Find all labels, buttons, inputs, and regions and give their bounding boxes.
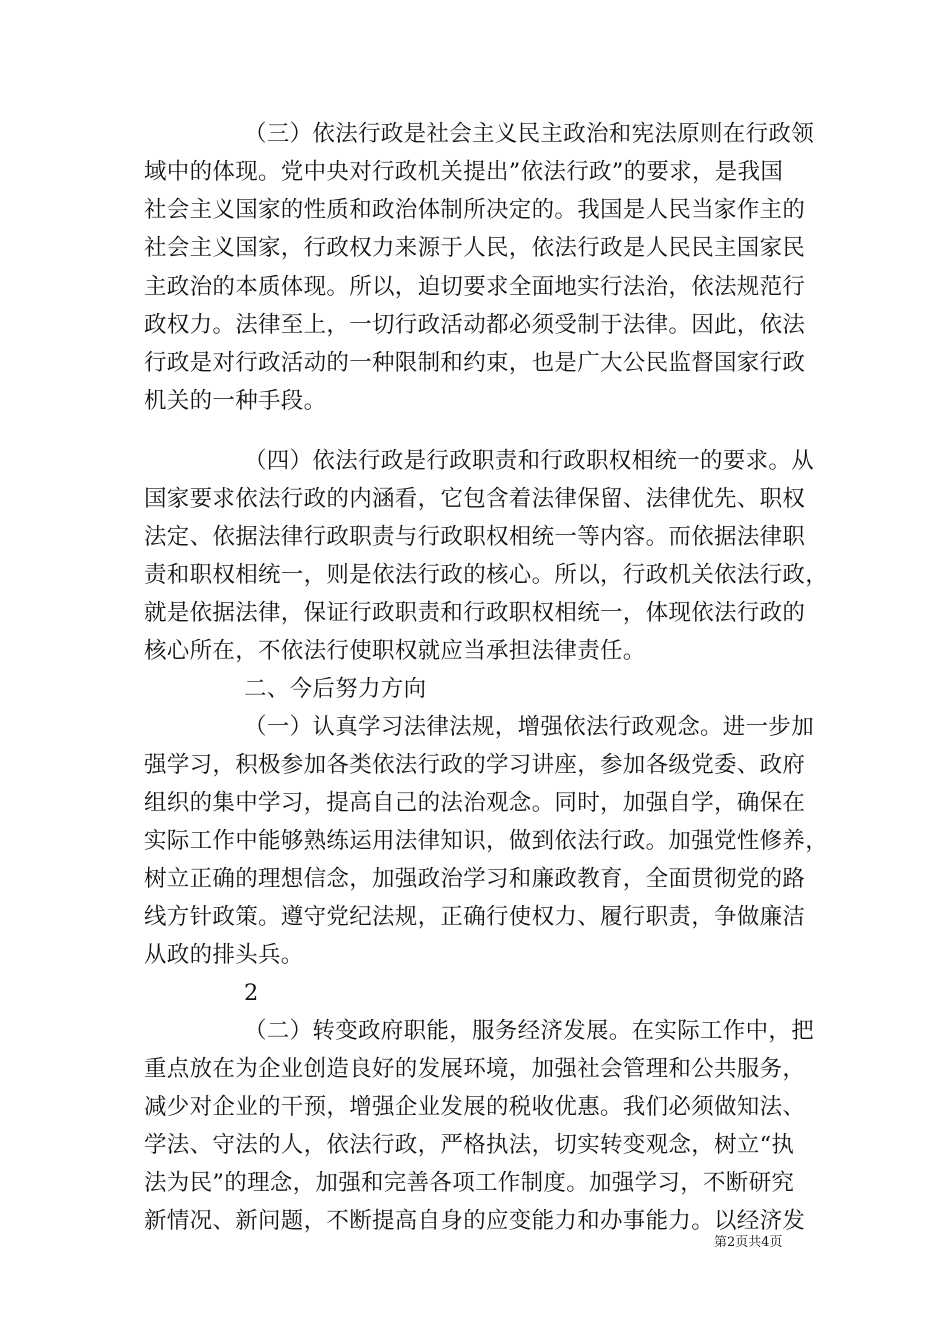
text-line: 国家要求依法行政的内涵看，它包含着法律保留、法律优先、职权 xyxy=(144,486,806,512)
text-line: （三）依法行政是社会主义民主政治和宪法原则在行政领 xyxy=(244,121,815,147)
text-line: 核心所在，不依法行使职权就应当承担法律责任。 xyxy=(144,638,646,664)
text-line: 域中的体现。党中央对行政机关提出”依法行政”的要求，是我国 xyxy=(144,159,784,185)
text-line: 法为民”的理念，加强和完善各项工作制度。加强学习，不断研究 xyxy=(144,1170,795,1196)
page-footer: 第2页共4页 xyxy=(714,1235,783,1250)
text-line: 线方针政策。遵守党纪法规，正确行使权力、履行职责，争做廉洁 xyxy=(144,904,806,930)
text-line: 二、今后努力方向 xyxy=(244,676,427,702)
text-line: 实际工作中能够熟练运用法律知识，做到依法行政。加强党性修养， xyxy=(144,828,829,854)
text-line: 机关的一种手段。 xyxy=(144,388,327,414)
text-line: 减少对企业的干预，增强企业发展的税收优惠。我们必须做知法、 xyxy=(144,1094,806,1120)
text-line: 树立正确的理想信念，加强政治学习和廉政教育，全面贯彻党的路 xyxy=(144,866,806,892)
text-line: 组织的集中学习，提高自己的法治观念。同时，加强自学，确保在 xyxy=(144,790,806,816)
text-line: 2 xyxy=(244,980,259,1006)
text-line: 法定、依据法律行政职责与行政职权相统一等内容。而依据法律职 xyxy=(144,524,806,550)
text-line: 强学习，积极参加各类依法行政的学习讲座，参加各级党委、政府 xyxy=(144,752,806,778)
text-line: 重点放在为企业创造良好的发展环境，加强社会管理和公共服务， xyxy=(144,1056,806,1082)
text-line: 主政治的本质体现。所以，迫切要求全面地实行法治，依法规范行 xyxy=(144,274,806,300)
text-line: 社会主义国家，行政权力来源于人民，依法行政是人民民主国家民 xyxy=(144,235,806,261)
text-line: 从政的排头兵。 xyxy=(144,942,304,968)
text-line: （一）认真学习法律法规，增强依法行政观念。进一步加 xyxy=(244,714,815,740)
text-line: （四）依法行政是行政职责和行政职权相统一的要求。从 xyxy=(244,448,815,474)
text-line: 责和职权相统一，则是依法行政的核心。所以，行政机关依法行政， xyxy=(144,562,829,588)
text-line: （二）转变政府职能，服务经济发展。在实际工作中，把 xyxy=(244,1018,815,1044)
text-line: 就是依据法律，保证行政职责和行政职权相统一，体现依法行政的 xyxy=(144,600,806,626)
text-line: 政权力。法律至上，一切行政活动都必须受制于法律。因此，依法 xyxy=(144,312,806,338)
text-line: 新情况、新问题，不断提高自身的应变能力和办事能力。以经济发 xyxy=(144,1208,806,1234)
text-line: 社会主义国家的性质和政治体制所决定的。我国是人民当家作主的 xyxy=(144,197,806,223)
text-line: 行政是对行政活动的一种限制和约束，也是广大公民监督国家行政 xyxy=(144,350,806,376)
text-line: 学法、守法的人，依法行政，严格执法，切实转变观念，树立“执 xyxy=(144,1132,795,1158)
